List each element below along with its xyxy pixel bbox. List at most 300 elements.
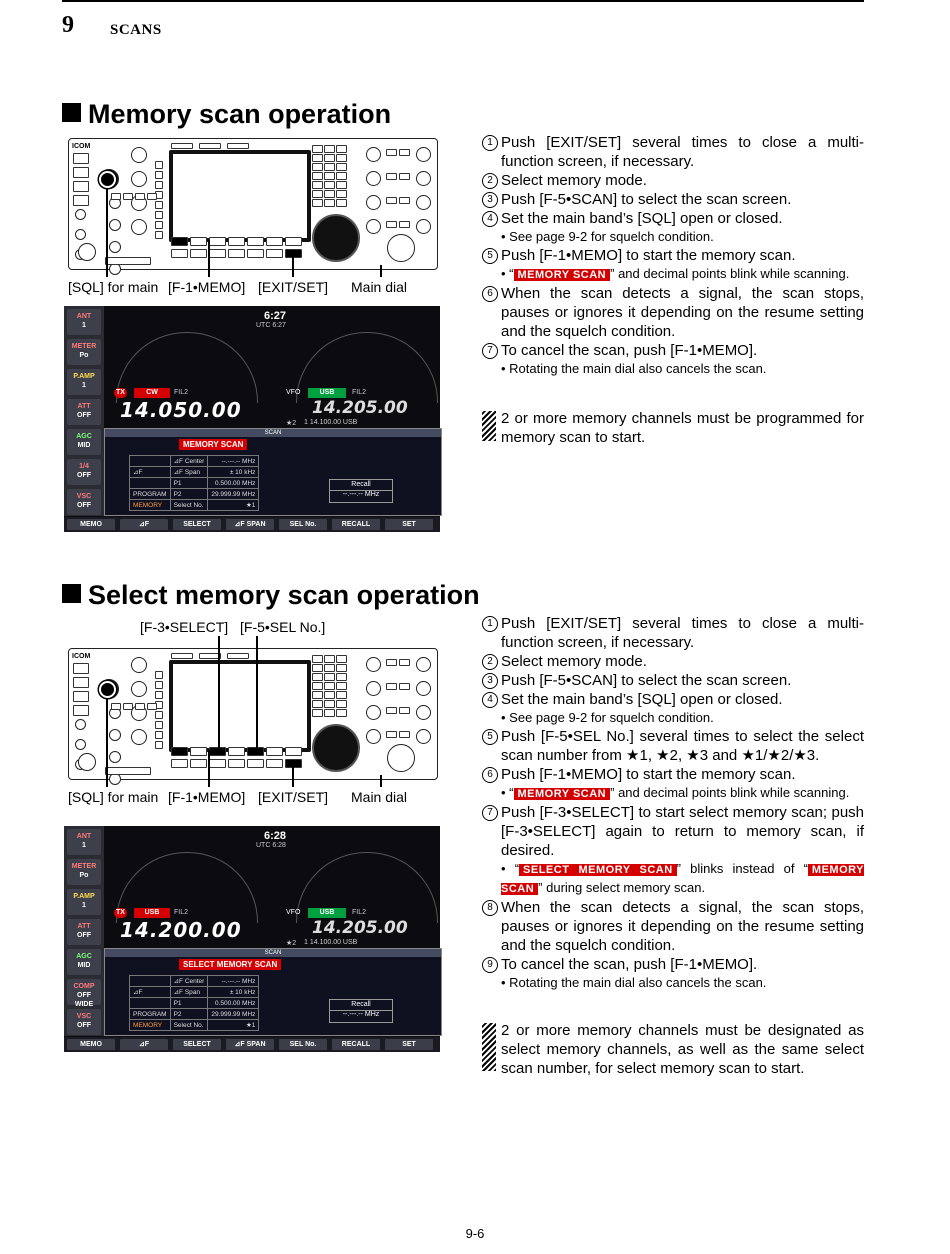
screen-softkey-att[interactable] <box>67 919 101 945</box>
step-number: 5 <box>482 729 498 745</box>
softkey-title: AGC <box>76 953 92 960</box>
scan-banner: MEMORY SCAN <box>179 439 247 450</box>
callout-f1-memo: [F-1•MEMO] <box>168 279 246 295</box>
step-4 <box>482 209 864 228</box>
panel-button[interactable] <box>312 673 323 681</box>
panel-button[interactable] <box>155 201 163 209</box>
softkey-value: MID <box>77 442 91 449</box>
utc-clock: UTC 6:27 <box>256 322 286 329</box>
screen-softkey-pamp[interactable] <box>67 369 101 395</box>
callout-sql-main-line <box>106 688 108 787</box>
panel-button[interactable] <box>155 211 163 219</box>
scan-row-group: MEMORY <box>130 500 171 511</box>
panel-knob[interactable] <box>366 171 381 186</box>
function-key[interactable] <box>190 237 207 246</box>
panel-button[interactable] <box>324 145 335 153</box>
scan-row-label: ⊿F Center <box>170 456 208 467</box>
panel-knob[interactable] <box>109 241 121 253</box>
fkey-memo[interactable]: MEMO <box>67 1039 115 1050</box>
step-1 <box>482 614 864 652</box>
function-key[interactable] <box>228 237 245 246</box>
radio-front-panel-1 <box>68 138 438 270</box>
step-number: 7 <box>482 805 498 821</box>
step-2 <box>482 652 864 671</box>
panel-button[interactable] <box>111 703 121 710</box>
panel-button[interactable] <box>324 691 335 699</box>
panel-button[interactable] <box>73 663 89 674</box>
mode-main: CW <box>134 388 170 398</box>
panel-knob[interactable] <box>366 657 381 672</box>
panel-knob[interactable] <box>131 729 147 745</box>
fkey-select[interactable]: SELECT <box>173 519 221 530</box>
function-key[interactable] <box>190 759 207 768</box>
panel-button[interactable] <box>155 161 163 169</box>
note-2: 2 or more memory channels must be designated as select memory channels, as well as the same select scan number, for select memory scan to start. <box>482 1021 864 1078</box>
softkey-title: VSC <box>76 1013 92 1020</box>
panel-button[interactable] <box>147 193 157 200</box>
step-number: 8 <box>482 900 498 916</box>
panel-button[interactable] <box>227 653 249 659</box>
step-7 <box>482 341 864 360</box>
chapter-title: SCANS <box>110 22 162 38</box>
panel-button[interactable] <box>312 190 323 198</box>
panel-button[interactable] <box>171 143 193 149</box>
function-key[interactable] <box>228 759 245 768</box>
function-key[interactable] <box>171 249 188 258</box>
panel-knob[interactable] <box>131 681 147 697</box>
step-text: Select memory mode. <box>501 172 647 189</box>
softkey-title: ATT <box>77 923 91 930</box>
scan-row <box>130 976 259 987</box>
function-key[interactable] <box>247 249 264 258</box>
panel-button[interactable] <box>324 190 335 198</box>
scan-row-group: ⊿F <box>130 467 171 478</box>
panel-button[interactable] <box>155 221 163 229</box>
function-key[interactable] <box>247 747 264 756</box>
screen-softkey-pamp[interactable] <box>67 889 101 915</box>
panel-button[interactable] <box>227 143 249 149</box>
panel-button[interactable] <box>386 731 397 738</box>
step-4 <box>482 690 864 709</box>
panel-button[interactable] <box>386 659 397 666</box>
callout-main-dial-line <box>380 265 382 277</box>
scan-row-value: 29.999.99 MHz <box>208 1009 259 1020</box>
step-6 <box>482 284 864 341</box>
step-subnote: • “ MEMORY SCAN ” and decimal points blink while scanning. <box>501 266 850 281</box>
radio-screen-select-memory-scan <box>64 826 440 1052</box>
panel-button[interactable] <box>336 181 347 189</box>
function-key-bar <box>64 1037 440 1052</box>
filter-main: FIL2 <box>174 389 189 396</box>
panel-knob[interactable] <box>109 729 121 741</box>
softkey-value: OFF <box>77 472 91 479</box>
function-key[interactable] <box>209 249 226 258</box>
panel-button[interactable] <box>324 700 335 708</box>
function-key[interactable] <box>285 747 302 756</box>
panel-slot <box>105 257 151 265</box>
panel-button[interactable] <box>312 145 323 153</box>
panel-button[interactable] <box>324 682 335 690</box>
panel-knob[interactable] <box>366 681 381 696</box>
screen-softkey-agc[interactable] <box>67 429 101 455</box>
function-key[interactable] <box>285 759 302 768</box>
panel-button[interactable] <box>171 653 193 659</box>
fkey-selno[interactable]: SEL No. <box>279 1039 327 1050</box>
panel-button[interactable] <box>73 195 89 206</box>
panel-button[interactable] <box>312 682 323 690</box>
step-text: Push [F-5•SCAN] to select the scan screen. <box>501 672 792 689</box>
panel-knob[interactable] <box>416 195 431 210</box>
scan-row-label: P1 <box>170 998 208 1009</box>
step-subnote: • See page 9-2 for squelch condition. <box>501 229 714 244</box>
scan-row-group <box>130 456 171 467</box>
function-key[interactable] <box>266 237 283 246</box>
panel-knob[interactable] <box>131 657 147 673</box>
scan-row-value: ★1 <box>208 500 259 511</box>
function-key[interactable] <box>171 747 188 756</box>
display-indicator: MEMORY SCAN <box>514 788 611 800</box>
screen-softkey-agc[interactable] <box>67 949 101 975</box>
panel-button[interactable] <box>155 171 163 179</box>
panel-slot <box>105 767 151 775</box>
function-key[interactable] <box>285 237 302 246</box>
panel-button[interactable] <box>336 172 347 180</box>
panel-button[interactable] <box>123 193 133 200</box>
panel-button[interactable] <box>73 691 89 702</box>
function-key[interactable] <box>171 237 188 246</box>
panel-knob[interactable] <box>366 219 381 234</box>
radio-screen-memory-scan <box>64 306 440 532</box>
callout-f5-selno: [F-5•SEL No.] <box>240 619 326 635</box>
panel-button[interactable] <box>312 691 323 699</box>
softkey-title: ANT <box>76 313 92 320</box>
panel-button[interactable] <box>324 199 335 207</box>
step-9 <box>482 955 864 974</box>
step-number: 3 <box>482 192 498 208</box>
panel-button[interactable] <box>324 181 335 189</box>
screen-softkey-vsc[interactable] <box>67 1009 101 1035</box>
panel-button[interactable] <box>111 193 121 200</box>
panel-button[interactable] <box>73 705 89 716</box>
fkey-memo[interactable]: MEMO <box>67 519 115 530</box>
recall-box[interactable] <box>329 479 393 503</box>
panel-button[interactable] <box>324 664 335 672</box>
softkey-value: OFF <box>77 502 91 509</box>
recall-label: Recall <box>330 480 392 491</box>
callout-top-line <box>218 636 220 748</box>
panel-button[interactable] <box>155 731 163 739</box>
panel-button[interactable] <box>135 703 145 710</box>
main-dial[interactable] <box>312 724 360 772</box>
panel-button[interactable] <box>312 709 323 717</box>
panel-knob[interactable] <box>131 147 147 163</box>
panel-button[interactable] <box>336 145 347 153</box>
panel-button[interactable] <box>336 190 347 198</box>
panel-button[interactable] <box>399 659 410 666</box>
panel-button[interactable] <box>155 181 163 189</box>
panel-button[interactable] <box>312 700 323 708</box>
clock: 6:28 <box>264 830 287 842</box>
step-text: To cancel the scan, push [F-1•MEMO]. <box>501 342 758 359</box>
panel-button[interactable] <box>135 193 145 200</box>
step-text: Push [EXIT/SET] several times to close a multi-function screen, if necessary. <box>501 134 864 170</box>
panel-knob[interactable] <box>75 739 86 750</box>
function-key[interactable] <box>209 237 226 246</box>
scan-row-group: ⊿F <box>130 987 171 998</box>
panel-knob[interactable] <box>416 171 431 186</box>
scan-settings-table <box>129 455 259 511</box>
panel-knob[interactable] <box>416 705 431 720</box>
tx-indicator: TX <box>116 909 125 916</box>
display-indicator: MEMORY SCAN <box>514 269 611 281</box>
function-key[interactable] <box>266 249 283 258</box>
function-key[interactable] <box>209 747 226 756</box>
panel-button[interactable] <box>312 154 323 162</box>
fkey-set[interactable]: SET <box>385 1039 433 1050</box>
panel-knob[interactable] <box>416 681 431 696</box>
function-key[interactable] <box>266 759 283 768</box>
panel-knob[interactable] <box>109 751 121 763</box>
function-key[interactable] <box>247 237 264 246</box>
function-key[interactable] <box>190 249 207 258</box>
frequency-main: 14.050.00 <box>120 398 242 422</box>
panel-button[interactable] <box>324 655 335 663</box>
panel-knob[interactable] <box>416 729 431 744</box>
section-title-memory-scan: Memory scan operation <box>62 99 391 130</box>
panel-button[interactable] <box>123 703 133 710</box>
panel-knob[interactable] <box>75 209 86 220</box>
panel-button[interactable] <box>386 683 397 690</box>
display-indicator: MEMORY SCAN <box>501 864 864 895</box>
fkey-recall[interactable]: RECALL <box>332 1039 380 1050</box>
panel-button[interactable] <box>155 741 163 749</box>
scan-row <box>130 489 259 500</box>
softkey-value: 1 <box>82 322 86 329</box>
fkey-selno[interactable]: SEL No. <box>279 519 327 530</box>
panel-button[interactable] <box>324 172 335 180</box>
step-number: 1 <box>482 135 498 151</box>
panel-button[interactable] <box>399 197 410 204</box>
panel-knob[interactable] <box>131 219 147 235</box>
panel-button[interactable] <box>147 703 157 710</box>
panel-button[interactable] <box>399 731 410 738</box>
panel-knob[interactable] <box>416 219 431 234</box>
memory-number: ★2 <box>286 940 297 947</box>
panel-button[interactable] <box>73 677 89 688</box>
sub-dial[interactable] <box>387 744 415 772</box>
panel-button[interactable] <box>386 173 397 180</box>
panel-knob[interactable] <box>131 171 147 187</box>
scan-row-group <box>130 478 171 489</box>
fkey-recall[interactable]: RECALL <box>332 519 380 530</box>
screen-softkey-att[interactable] <box>67 399 101 425</box>
scan-row-value: ± 10 kHz <box>208 987 259 998</box>
step-text: When the scan detects a signal, the scan stops, pauses or ignores it depending on the resume setting and the squelch condition. <box>501 899 864 954</box>
softkey-title: ATT <box>77 403 91 410</box>
scan-row-group <box>130 998 171 1009</box>
panel-button[interactable] <box>336 691 347 699</box>
panel-button[interactable] <box>386 707 397 714</box>
panel-button[interactable] <box>399 221 410 228</box>
panel-button[interactable] <box>386 149 397 156</box>
scan-row-label: P2 <box>170 489 208 500</box>
function-key[interactable] <box>247 759 264 768</box>
panel-button[interactable] <box>312 163 323 171</box>
panel-button[interactable] <box>336 682 347 690</box>
step-subnote: • “ SELECT MEMORY SCAN ” blinks instead of “ MEMORY SCAN ” during select memory scan. <box>501 861 864 895</box>
note-icon <box>482 1023 496 1071</box>
mode-sub: USB <box>308 388 346 398</box>
panel-button[interactable] <box>336 709 347 717</box>
panel-button[interactable] <box>312 172 323 180</box>
step-number: 9 <box>482 957 498 973</box>
panel-button[interactable] <box>324 163 335 171</box>
step-subnote: • Rotating the main dial also cancels the scan. <box>501 975 767 990</box>
panel-button[interactable] <box>312 181 323 189</box>
scan-row <box>130 987 259 998</box>
panel-knob[interactable] <box>75 229 86 240</box>
step-8 <box>482 898 864 955</box>
filter-sub: FIL2 <box>352 909 367 916</box>
panel-button[interactable] <box>155 671 163 679</box>
panel-button[interactable] <box>312 664 323 672</box>
scan-row <box>130 500 259 511</box>
panel-knob[interactable] <box>109 219 121 231</box>
scan-row-value: 29.999.99 MHz <box>208 489 259 500</box>
function-key[interactable] <box>285 249 302 258</box>
screen-softkey-column <box>64 826 104 1036</box>
step-text: Push [F-1•MEMO] to start the memory scan. <box>501 247 796 264</box>
callout-exit-set-line <box>292 250 294 277</box>
panel-knob[interactable] <box>366 195 381 210</box>
callout-sql-main: [SQL] for main <box>68 789 159 805</box>
step-number: 5 <box>482 248 498 264</box>
panel-button[interactable] <box>155 231 163 239</box>
fkey-f[interactable]: ⊿F <box>120 519 168 530</box>
scan-row-group: MEMORY <box>130 1020 171 1031</box>
panel-button[interactable] <box>73 167 89 178</box>
filter-sub: FIL2 <box>352 389 367 396</box>
panel-button[interactable] <box>155 721 163 729</box>
screen-softkey-ant[interactable] <box>67 829 101 855</box>
callout-main-dial: Main dial <box>351 789 408 805</box>
panel-button[interactable] <box>336 163 347 171</box>
panel-button[interactable] <box>73 153 89 164</box>
scan-row-group: PROGRAM <box>130 489 171 500</box>
panel-button[interactable] <box>155 711 163 719</box>
panel-button[interactable] <box>386 197 397 204</box>
panel-button[interactable] <box>336 154 347 162</box>
main-dial[interactable] <box>312 214 360 262</box>
recall-box[interactable] <box>329 999 393 1023</box>
panel-knob[interactable] <box>416 147 431 162</box>
step-number: 1 <box>482 616 498 632</box>
callout-f1-memo: [F-1•MEMO] <box>168 789 246 805</box>
step-number: 6 <box>482 767 498 783</box>
mode-sub: USB <box>308 908 346 918</box>
panel-button[interactable] <box>199 143 221 149</box>
panel-button[interactable] <box>336 199 347 207</box>
function-key[interactable] <box>209 759 226 768</box>
recall-value: --.---.-- MHz <box>342 1011 380 1018</box>
panel-button[interactable] <box>336 655 347 663</box>
panel-button[interactable] <box>399 683 410 690</box>
softkey-title: P.AMP <box>73 373 95 380</box>
function-key[interactable] <box>266 747 283 756</box>
step-subnote: • See page 9-2 for squelch condition. <box>501 710 714 725</box>
step-number: 3 <box>482 673 498 689</box>
softkey-title: ANT <box>76 833 92 840</box>
function-key[interactable] <box>171 759 188 768</box>
panel-knob[interactable] <box>75 719 86 730</box>
scan-banner: SELECT MEMORY SCAN <box>179 959 281 970</box>
panel-button[interactable] <box>324 154 335 162</box>
function-key[interactable] <box>228 747 245 756</box>
panel-knob[interactable] <box>366 729 381 744</box>
screen-softkey-meter[interactable] <box>67 339 101 365</box>
fkey-fspan[interactable]: ⊿F SPAN <box>226 1039 274 1050</box>
fkey-fspan[interactable]: ⊿F SPAN <box>226 519 274 530</box>
panel-knob[interactable] <box>416 657 431 672</box>
function-key[interactable] <box>228 249 245 258</box>
panel-button[interactable] <box>336 700 347 708</box>
fkey-select[interactable]: SELECT <box>173 1039 221 1050</box>
step-1 <box>482 133 864 171</box>
panel-knob[interactable] <box>366 705 381 720</box>
section-title-select-memory-scan: Select memory scan operation <box>62 580 480 611</box>
panel-button[interactable] <box>155 691 163 699</box>
panel-button[interactable] <box>336 664 347 672</box>
screen-softkey-meter[interactable] <box>67 859 101 885</box>
scan-row-label: ⊿F Span <box>170 987 208 998</box>
panel-button[interactable] <box>399 173 410 180</box>
utc-clock: UTC 6:28 <box>256 842 286 849</box>
panel-button[interactable] <box>399 707 410 714</box>
panel-button[interactable] <box>399 149 410 156</box>
panel-button[interactable] <box>155 681 163 689</box>
panel-knob[interactable] <box>366 147 381 162</box>
panel-button[interactable] <box>324 673 335 681</box>
callout-f1-memo-line <box>208 240 210 277</box>
screen-softkey-14[interactable] <box>67 459 101 485</box>
clock: 6:27 <box>264 310 287 322</box>
step-text: To cancel the scan, push [F-1•MEMO]. <box>501 956 758 973</box>
panel-button[interactable] <box>386 221 397 228</box>
panel-button[interactable] <box>73 181 89 192</box>
fkey-set[interactable]: SET <box>385 519 433 530</box>
softkey-title: P.AMP <box>73 893 95 900</box>
screen-softkey-ant[interactable] <box>67 309 101 335</box>
scan-panel <box>104 428 442 516</box>
sub-dial[interactable] <box>387 234 415 262</box>
panel-button[interactable] <box>324 709 335 717</box>
panel-button[interactable] <box>312 655 323 663</box>
function-key[interactable] <box>190 747 207 756</box>
panel-button[interactable] <box>336 673 347 681</box>
memory-number: ★2 <box>286 420 297 427</box>
step-subnote: • Rotating the main dial also cancels the scan. <box>501 361 767 376</box>
step-text: Push [F-5•SCAN] to select the scan screen. <box>501 191 792 208</box>
panel-button[interactable] <box>312 199 323 207</box>
filter-main: FIL2 <box>174 909 189 916</box>
screen-softkey-comp[interactable] <box>67 979 101 1008</box>
fkey-f[interactable]: ⊿F <box>120 1039 168 1050</box>
callout-sql-main-line <box>106 178 108 277</box>
scan-row-label: P2 <box>170 1009 208 1020</box>
screen-softkey-vsc[interactable] <box>67 489 101 515</box>
scan-row-label: ⊿F Span <box>170 467 208 478</box>
scan-row-group: PROGRAM <box>130 1009 171 1020</box>
